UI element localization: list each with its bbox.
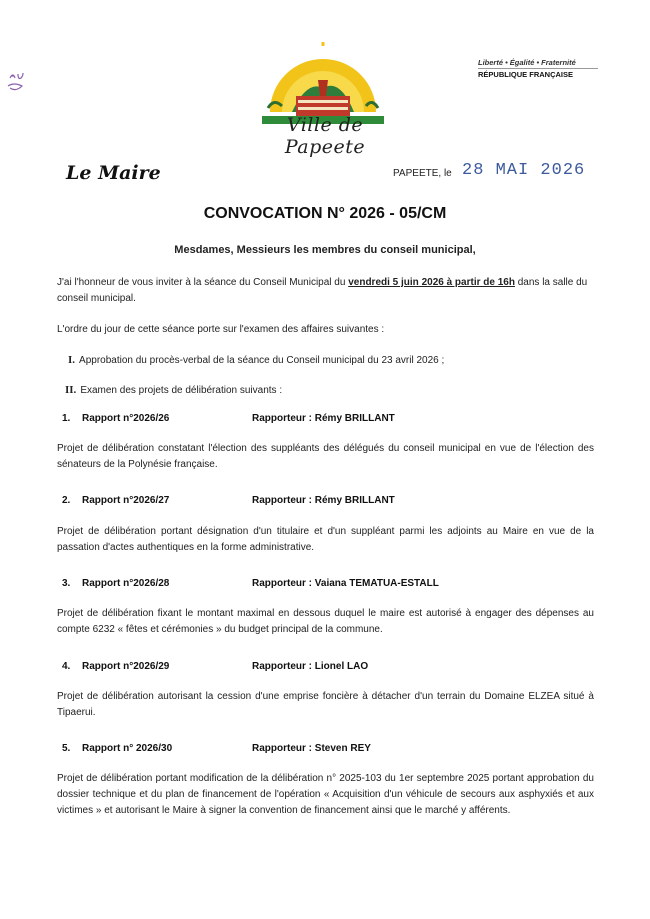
handwritten-annotation: [4, 70, 32, 98]
agenda-item-text: Approbation du procès-verbal de la séance du Conseil municipal du 23 avril 2026 ;: [79, 355, 445, 366]
salutation: Mesdames, Messieurs les membres du conseil municipal,: [174, 244, 476, 256]
rapport-ref: Rapport n°2026/26: [82, 413, 170, 424]
agenda-item-text: Examen des projets de délibération suivants :: [80, 385, 283, 396]
ordre-du-jour: L'ordre du jour de cette séance porte sur l'examen des affaires suivantes :: [57, 324, 385, 335]
republic-block: [478, 58, 598, 80]
agenda-item: [65, 382, 595, 399]
rapport-ref: Rapport n°2026/29: [82, 661, 170, 672]
rapport-number: 3.: [62, 578, 71, 589]
rapport-description: Projet de délibération autorisant la cession d'une emprise foncière à détacher d'un terrain du Domaine ELZEA situé à Tipaerui.: [57, 691, 594, 718]
intro-paragraph: [57, 275, 594, 307]
intro-after: dans la salle du conseil municipal.: [57, 277, 588, 304]
rapport-number: 4.: [62, 661, 71, 672]
rapporteur: Rapporteur : Rémy BRILLANT: [252, 413, 395, 424]
agenda-item-number: II.: [65, 384, 77, 396]
agenda-item-number: I.: [68, 354, 76, 366]
intro-before: J'ai l'honneur de vous inviter à la séance du Conseil Municipal du: [57, 277, 349, 288]
intro-date: vendredi 5 juin 2026 à partir de 16h: [348, 277, 515, 288]
rapport-header: [62, 661, 368, 672]
sender-signature: Le Maire: [66, 162, 161, 184]
rapport-description: Projet de délibération constatant l'élection des suppléants des délégués du conseil municipal en vue de l'élection des sénateurs de la Polynésie française.: [57, 443, 594, 470]
rapporteur: Rapporteur : Lionel LAO: [252, 661, 369, 672]
rapport-ref: Rapport n°2026/28: [82, 578, 170, 589]
rapport-description: Projet de délibération portant désignation d'un titulaire et d'un suppléant parmi les adjoints au Maire en vue de la passation d'actes authentiques en la forme administrative.: [57, 526, 594, 553]
rapport-description: Projet de délibération portant modification de la délibération n° 2025-103 du 1er septembre 2025 portant approbation du dossier technique et du plan de financement de l'opération « Acquisition d'un véhicule de secours aux asphyxiés et aux victimes » et autorisant le Maire à signer la convention de financement ainsi que le marché y afférents.: [57, 773, 594, 816]
rapport-header: [62, 578, 439, 589]
city-logo-text: Ville de Papeete: [284, 114, 366, 158]
date-stamp: 28 MAI 2026: [462, 161, 586, 180]
rapport-number: 5.: [62, 743, 71, 754]
rapport-ref: Rapport n°2026/27: [82, 495, 170, 506]
republic-motto: Liberté • Égalité • Fraternité: [478, 58, 576, 67]
agenda-item: [68, 352, 598, 369]
rapport-number: 2.: [62, 495, 71, 506]
rapporteur: Rapporteur : Rémy BRILLANT: [252, 495, 395, 506]
rapport-header: [62, 743, 371, 754]
republic-name: RÉPUBLIQUE FRANÇAISE: [478, 68, 598, 80]
rapport-header: [62, 495, 395, 506]
rapport-header: [62, 413, 395, 424]
rapporteur: Rapporteur : Steven REY: [252, 743, 371, 754]
rapporteur: Rapporteur : Vaiana TEMATUA-ESTALL: [252, 578, 439, 589]
document-title: CONVOCATION N° 2026 - 05/CM: [203, 205, 447, 222]
rapport-description: Projet de délibération fixant le montant maximal en dessous duquel le maire est autorisé à engager des dépenses au compte 6232 « fêtes et cérémonies » du budget principal de la commune.: [57, 608, 594, 635]
place-label: PAPEETE, le: [393, 168, 452, 179]
rapport-number: 1.: [62, 413, 71, 424]
rapport-ref: Rapport n° 2026/30: [82, 743, 173, 754]
